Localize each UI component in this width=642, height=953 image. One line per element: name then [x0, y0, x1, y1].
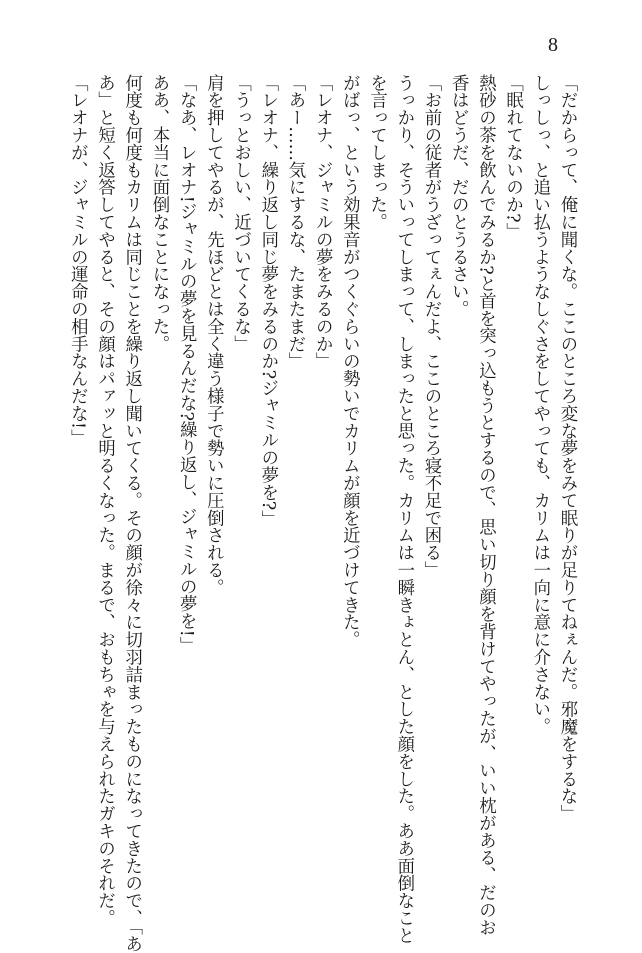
text-line: 「なあ、レオナ!ジャミルの夢を見るんだな?繰り返し、ジャミルの夢を!」: [176, 74, 197, 655]
text-line: 「レオナ、繰り返し同じ夢をみるのか?ジャミルの夢を?」: [257, 74, 278, 528]
text-line: を言ってしまった。: [366, 74, 387, 231]
page-number: 8: [548, 34, 558, 56]
text-line: あ」と短く返答してやると、その顔はパァッと明るくなった。まるで、おもちゃを与えられたガキのそれだ。: [94, 74, 115, 927]
text-line: 「だからって、俺に聞くな。ここのところ変な夢をみて眠りが足りてねぇんだ。邪魔をするな」: [557, 74, 577, 823]
text-line: 「お前の従者がうざってぇんだよ、ここのところ寝不足で困る」: [420, 74, 441, 579]
text-line: 「眠れてないのか?」: [502, 74, 523, 240]
text-line: 香はどうだ、だのとうるさい。: [448, 74, 469, 318]
text-line: 何度も何度もカリムは同じことを繰り返し聞いてくる。その顔が徐々に切羽詰まったものになってきたので、「あ: [121, 74, 142, 953]
text-line: 「うっとおしい、近づいてくるな」: [230, 74, 251, 353]
text-line: 「レオナ、ジャミルの夢をみるのか」: [312, 74, 333, 370]
text-line: しっしっ、と追い払うようなしぐさをしてやっても、カリムは一向に意に介さない。: [529, 74, 550, 736]
novel-text-body: [67, 74, 580, 953]
text-line: 「あー……気にするな、たまたまだ」: [284, 74, 305, 370]
text-line: 肩を押してやるが、先ほどとは全く違う様子で勢いに圧倒される。: [203, 74, 224, 596]
text-line: うっかり、そういってしまって、しまったと思った。カリムは一瞬きょとん、とした顔をした。ああ面倒なこと: [393, 74, 414, 944]
text-line: 「レオナが、ジャミルの運命の相手なんだな!」: [67, 74, 88, 447]
text-line: がばっ、という効果音がつくぐらいの勢いでカリムが顔を近づけてきた。: [339, 74, 360, 649]
text-line: 熱砂の茶を飲んでみるか?と首を突っ込もうとするので、思い切り顔を背けてやったが、いい枕がある、だのお: [475, 74, 496, 936]
text-line: ああ、本当に面倒なことになった。: [148, 74, 169, 353]
